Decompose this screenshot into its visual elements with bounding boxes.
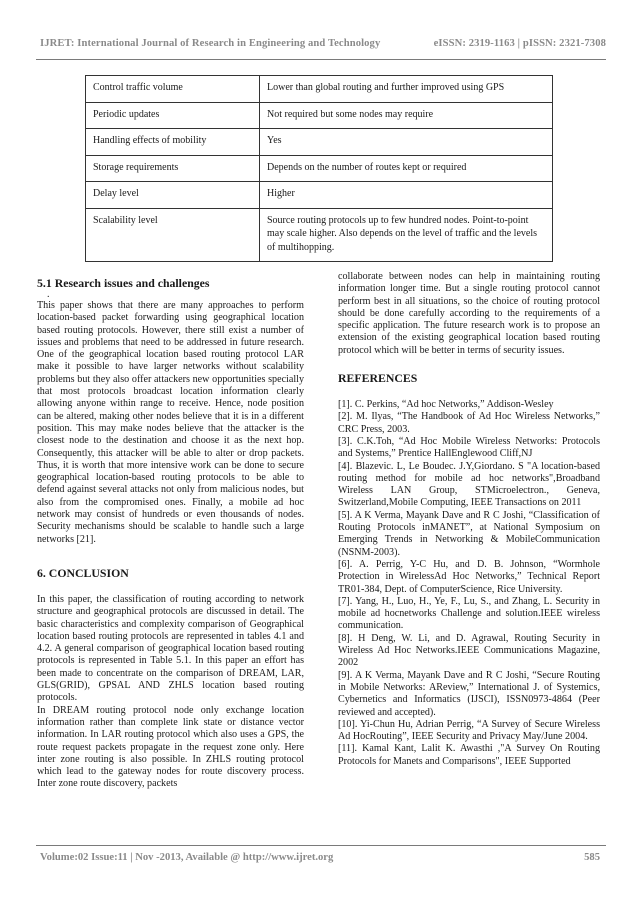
table-row xyxy=(86,208,553,262)
table-cell-label: Control traffic volume xyxy=(86,76,260,103)
table-cell-label: Scalability level xyxy=(86,208,260,262)
right-column xyxy=(338,271,600,768)
conclusion-paragraph-2: In DREAM routing protocol node only exchange location information rather than complete link state or distance vector information. In LAR routing protocol which also uses a GPS, the route request packets propagate in the request zone only. Here inter zone routing is also possible. In ZHLS routing protocol which lead to the gateway nodes for route discovery process. Inter zone route discovery, packets xyxy=(37,704,304,790)
comparison-table xyxy=(85,75,553,262)
page-header xyxy=(40,38,606,49)
reference-item: [1]. C. Perkins, “Ad hoc Networks,” Addison-Wesley xyxy=(338,399,554,411)
reference-item: [7]. Yang, H., Luo, H., Ye, F., Lu, S., and Zhang, L. Security in mobile ad hocnetworks Challenge and solution.IEEE wireless communication. xyxy=(338,595,600,632)
table-row xyxy=(86,182,553,209)
reference-item: [6]. A. Perrig, Y-C Hu, and D. B. Johnson, “Wormhole Protection in WirelessAd Hoc Networks,” Technical Report TR01-384, Dept. of ComputerScience, Rice University. xyxy=(338,558,600,595)
bullet-mark: . xyxy=(47,289,50,300)
issn-text: eISSN: 2319-1163 | pISSN: 2321-7308 xyxy=(433,38,606,49)
table-cell-value: Yes xyxy=(260,129,553,156)
reference-item: [9]. A K Verma, Mayank Dave and R C Joshi, “Secure Routing in Mobile Networks: AReview,” International J. of Systemics, Cybernetics and Informatics (IJSCI), ISSN0973-4864 (Peer reviewed and accepted). xyxy=(338,669,600,718)
table-row xyxy=(86,76,553,103)
table-cell-value: Lower than global routing and further improved using GPS xyxy=(260,76,553,103)
section-5-1-paragraph: This paper shows that there are many approaches to perform location-based packet forwarding using geographical location based routing protocols. However, there still exist a number of issues and problems that need to be addressed in future research. One of the geographical location based routing protocol LAR make it possible to have larger networks without scalability problems but they also offer attackers new opportunities specially that most protocols broadcast location information clearly allowing anyone within range to receive. Hence, node position can be altered, making other nodes believe that it is in a different position. This may make nodes believe that the attacker is the closest node to the destination and choose it as the next hop. Consequently, this attacker will be able to alter or drop packets. Thus, it is worth that more intensive work can be done to secure geographical location-based routing protocols to be able to defend against several attacks not only from malicious nodes, but also from the compromised ones. Finally, a mobile ad hoc network may consist of hundreds or even thousands of nodes. Security mechanisms should be scalable to handle such a large networks [21]. xyxy=(37,300,304,545)
reference-item: [5]. A K Verma, Mayank Dave and R C Joshi, “Classification of Routing Protocols inMANET”, at National Symposium on Emerging Trends in Networking & MobileCommunication (NSNM-2003). xyxy=(338,509,600,558)
conclusion-paragraph-1: In this paper, the classification of routing according to network structure and geographical protocols are discussed in detail. The basic characteristics and complexity comparison of Geographical location based routing protocols are represented in tables 4.1 and 4.2. A general comparison of geographical location based routing protocols is represented in Table 5.1. In this paper an effort has been made to concentrate on the comparison of DREAM, LAR, GLS(GRID), GPSAL AND ZHLS location based routing protocols. xyxy=(37,593,304,704)
table-cell-value: Depends on the number of routes kept or required xyxy=(260,155,553,182)
table-cell-value: Higher xyxy=(260,182,553,209)
volume-info: Volume:02 Issue:11 | Nov -2013, Available @ http://www.ijret.org xyxy=(40,852,334,863)
journal-title: IJRET: International Journal of Research in Engineering and Technology xyxy=(40,38,381,49)
table-row xyxy=(86,129,553,156)
reference-item: [2]. M. Ilyas, “The Handbook of Ad Hoc Wireless Networks,” CRC Press, 2003. xyxy=(338,411,600,435)
conclusion-paragraph-3: collaborate between nodes can help in maintaining routing information longer time. But a single routing protocol cannot perform best in all situations, so the choice of routing protocol should be done carefully according to the requirements of a specific application. The future research work is to propose an extension of the existing geographical location based routing protocol which will be better in terms of security issues. xyxy=(338,271,600,356)
left-column xyxy=(37,276,304,791)
table-cell-value: Not required but some nodes may require xyxy=(260,102,553,129)
table-cell-label: Handling effects of mobility xyxy=(86,129,260,156)
footer-divider xyxy=(36,845,606,846)
references-heading: REFERENCES xyxy=(338,371,418,386)
reference-item: [10]. Yi-Chun Hu, Adrian Perrig, “A Survey of Secure Wireless Ad HocRouting”, IEEE Security and Privacy May/June 2004. xyxy=(338,718,600,743)
table-row xyxy=(86,155,553,182)
page-footer xyxy=(40,852,600,863)
table-cell-label: Periodic updates xyxy=(86,102,260,129)
conclusion-heading: 6. CONCLUSION xyxy=(37,565,129,580)
header-divider xyxy=(36,59,606,60)
table-cell-label: Storage requirements xyxy=(86,155,260,182)
page-number: 585 xyxy=(584,852,600,863)
reference-item: [3]. C.K.Toh, “Ad Hoc Mobile Wireless Networks: Protocols and Systems,” Prentice HallEnglewood Cliff,NJ xyxy=(338,435,600,460)
table-cell-value: Source routing protocols up to few hundred nodes. Point-to-point may scale higher. Also depends on the level of traffic and the levels of multihopping. xyxy=(260,208,553,262)
section-5-1-heading: 5.1 Research issues and challenges xyxy=(37,276,210,290)
table-row xyxy=(86,102,553,129)
reference-item: [4]. Blazevic. L, Le Boudec. J.Y,Giordano. S "A location-based routing method for mobile ad hoc networks",Broadband Wireless LAN Group, STMicroelectron., Geneva, Switzerland,Mobile Computing, IEEE Transactions on 2011 xyxy=(338,460,600,509)
reference-item: [11]. Kamal Kant, Lalit K. Awasthi ,"A Survey On Routing Protocols for Manets and Comparisons", IEEE Supported xyxy=(338,743,600,767)
table-cell-label: Delay level xyxy=(86,182,260,209)
reference-item: [8]. H Deng, W. Li, and D. Agrawal, Routing Security in Wireless Ad Hoc Networks.IEEE Communications Magazine, 2002 xyxy=(338,632,600,669)
